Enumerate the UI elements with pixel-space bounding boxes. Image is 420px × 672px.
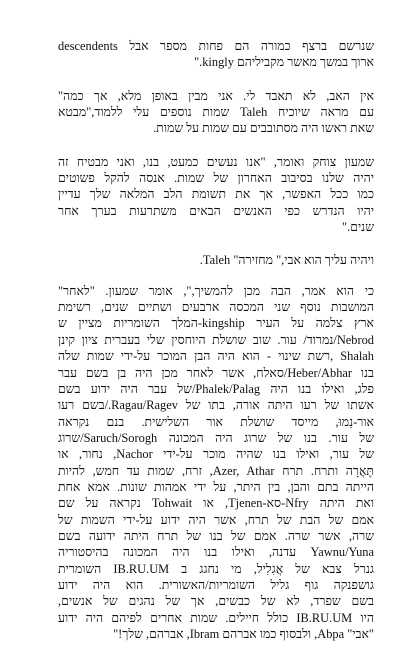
text-line: היו IB.RU.UM כולל חיילים. שמות אחרים לפיהם היה ידוע: [58, 610, 374, 625]
text-line: שאת ראשו היה מסתובבים עם שמות על שמות.: [153, 121, 374, 136]
text-line: של עור, ואילו בנו שהיה מוכר על-ידי Nachor, נחור, או: [58, 447, 374, 462]
text-line: עם מראה שיוכיח Taleh שמות נוספים עלי ללמוד,"מבטא: [58, 105, 374, 120]
text-line: של עור. בנו של שרוג היה המכונה Saruch/Sorogh/שרוג: [58, 430, 374, 445]
text-line: כי הוא אמר, הבה מכן להמשיך,", אומר שמעון. "לאחר": [58, 283, 374, 298]
text-line: Shalah ,רשת שינוי - הוא היה הבן המוכר על-ידי שמות שלה: [58, 349, 374, 364]
text-line: בנו Heber/Abhar/סאלח, אשר לאחר מכן היה בן בשם עבר: [58, 365, 374, 380]
text-line: שנים.": [342, 220, 374, 235]
text-line: ואת היתה Nfry-סא-Tjenen, או Tohwait נקראה על שם: [58, 496, 374, 511]
text-line: אין האב, לא תאבד לי. אני מבין באופן מלא, אך כמה": [58, 88, 374, 103]
document-page: [58, 38, 374, 659]
text-line: שרה, אשר שרה. אמם של בנו של תרח היתה ידועה בשם: [58, 528, 374, 543]
text-line: בשם שפרד, לא של כבשים, אך של נהגים של אנשים,: [58, 594, 374, 609]
text-line: "אבי" Abpa, ולבסוף כמו אברהם Ibram, אברהם, שלך!": [113, 627, 374, 641]
text-line: שמעון צוחק ואומר, "אנו נעשים כמעט, בנו, ואני מבטיח זה: [58, 154, 374, 169]
text-line: Yawnu/Yuna עדנה, ואילו בנו היה המכונה בהיסטוריה: [58, 545, 374, 560]
text-line: אשתו של רעו היתה אורה, בתו של Ragau/Ragev./בשם רעו: [58, 398, 374, 413]
text-line: גושפנקה גוף גליל השומריות/האשורית. הוא היה ידוע: [58, 577, 374, 592]
text-line: ארוך במשך מאשר מקביליהם kingly.": [194, 55, 374, 70]
text-line: Nebrod/נמרוד/ עור. שוב שושלת היוחסין שלי בעברית ציון קינן: [58, 332, 374, 347]
text-line: כמו ככל האפשר, אך את תשומת הלב המלאה שלך עדיין: [58, 187, 374, 202]
paragraph-5: [58, 283, 374, 643]
paragraph-4: [58, 252, 374, 268]
text-line: גנרל צבא של אֲגִלִיל, מי נחגג ב IB.RU.UM השומרית: [58, 561, 374, 576]
text-line: פלג, ואילו בנו היה Phalek/Palag/של עבר היה ידוע בשם: [58, 381, 374, 396]
text-line: הייתה בתם והבן, בין היתר, על ידי אמהות שונות. אמא אחת: [58, 479, 374, 494]
text-line: אור-נַמוּ, מייסד שושלת אור השלישית. בנם נקראה: [58, 414, 374, 429]
text-line: יהיו הנדרש כפי האנשים הבאים משתרעות בערך אחר: [58, 203, 374, 218]
text-line: תֶּאֲרָה ותרח. תרח Azer, Athar, זרח, שמות עד חמש, להיות: [58, 463, 374, 478]
paragraph-3: [58, 154, 374, 236]
text-line: ארץ צלמה על העיר kingship-המלך השומריות מציין ש: [58, 316, 374, 331]
text-line: ויהיה עליך הוא אבי," מחזירה" Taleh.: [199, 253, 374, 268]
paragraph-2: [58, 88, 374, 137]
text-line: אמם של הבת של תרח, אשר היה ידוע על-ידי השמות של: [58, 512, 374, 527]
text-line: המושבות נוסף שני המכסה ארבעים ושתיים שנים, רשימת: [58, 300, 374, 315]
paragraph-1: [58, 38, 374, 71]
text-line: יהיה שלנו בסיבוב האחרון של שמות. אנסה להקל פשוטים: [58, 171, 374, 186]
text-line: שנרשם ברצף כמורה הם פחות מספר אבל descendents: [58, 39, 374, 53]
